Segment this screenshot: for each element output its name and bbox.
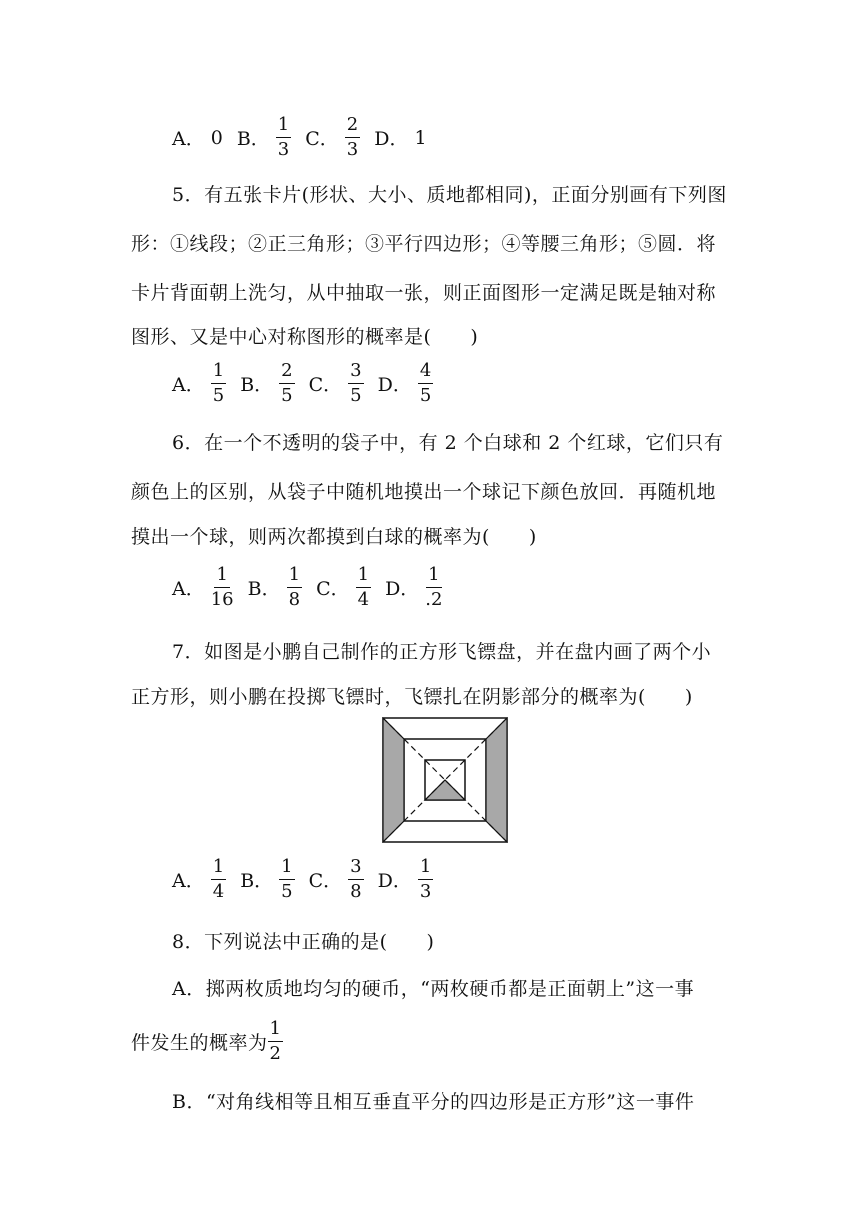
fraction: $\frac{2}{5}$ <box>281 360 293 406</box>
q6-options <box>172 566 456 609</box>
fraction: $\frac{1}{.2}$ <box>425 564 443 610</box>
q7-option-c: C． $\frac{3}{8}$ <box>308 856 362 902</box>
q6-option-a: A． $\frac{1}{16}$ <box>172 564 234 610</box>
q5-line-3: 卡片背面朝上洗匀，从中抽取一张，则正面图形一定满足既是轴对称 <box>131 282 717 304</box>
q5-line-2: 形：①线段；②正三角形；③平行四边形；④等腰三角形；⑤圆．将 <box>131 233 717 255</box>
fraction: $\frac{2}{3}$ <box>346 114 359 160</box>
fraction: $\frac{1}{5}$ <box>281 856 293 902</box>
q4-option-a: A． 0 <box>172 126 223 150</box>
q6-line-1: 6．在一个不透明的袋子中，有 2 个白球和 2 个红球，它们只有 <box>172 432 724 454</box>
q5-line-4: 图形、又是中心对称图形的概率是( ) <box>131 326 479 348</box>
q6-option-b: B． $\frac{1}{8}$ <box>247 564 301 610</box>
fraction: $\frac{1}{5}$ <box>212 360 225 406</box>
fraction: $\frac{1}{3}$ <box>419 856 432 902</box>
fraction: $\frac{1}{4}$ <box>357 564 370 610</box>
q6-line-2: 颜色上的区别，从袋子中随机地摸出一个球记下颜色放回．再随机地 <box>131 481 717 503</box>
dartboard-figure <box>382 717 508 843</box>
q5-option-a: A． $\frac{1}{5}$ <box>172 360 225 406</box>
q5-option-c: C． $\frac{3}{5}$ <box>308 360 362 406</box>
q5-options <box>172 362 447 405</box>
fraction: $\frac{1}{3}$ <box>277 114 290 160</box>
q6-line-3: 摸出一个球，则两次都摸到白球的概率为( ) <box>131 526 537 548</box>
q5-line-1: 5．有五张卡片(形状、大小、质地都相同)，正面分别画有下列图 <box>172 184 727 206</box>
q7-line-1: 7．如图是小鹏自己制作的正方形飞镖盘，并在盘内画了两个小 <box>172 641 712 663</box>
fraction: $\frac{1}{8}$ <box>288 564 301 610</box>
q7-line-2: 正方形，则小鹏在投掷飞镖时，飞镖扎在阴影部分的概率为( ) <box>131 686 693 708</box>
q7-option-b: B． $\frac{1}{5}$ <box>240 856 293 902</box>
fraction: $\frac{4}{5}$ <box>419 360 432 406</box>
fraction: $\frac{1}{4}$ <box>212 856 225 902</box>
q6-option-d: D． $\frac{1}{.2}$ <box>385 564 443 610</box>
fraction: $\frac{3}{8}$ <box>350 856 362 902</box>
q8-stem: 8．下列说法中正确的是( ) <box>172 931 435 953</box>
q4-options <box>172 116 441 159</box>
q8-option-a-line-2: 件发生的概率为 $\frac{1}{2}$ <box>131 1018 281 1064</box>
q8-option-a-line-1: A．掷两枚质地均匀的硬币，“两枚硬币都是正面朝上”这一事 <box>172 978 695 1000</box>
q5-option-b: B． $\frac{2}{5}$ <box>240 360 293 406</box>
fraction: $\frac{1}{16}$ <box>210 564 234 610</box>
q8-option-b-line-1: B．“对角线相等且相互垂直平分的四边形是正方形”这一事件 <box>172 1091 695 1113</box>
q4-option-c: C． $\frac{2}{3}$ <box>305 114 359 160</box>
q4-option-b: B． $\frac{1}{3}$ <box>236 114 290 160</box>
q7-option-d: D． $\frac{1}{3}$ <box>377 856 432 902</box>
q5-option-d: D． $\frac{4}{5}$ <box>377 360 432 406</box>
fraction: $\frac{3}{5}$ <box>350 360 362 406</box>
q4-option-d: D． 1 <box>374 126 427 150</box>
fraction: $\frac{1}{2}$ <box>269 1018 281 1064</box>
q7-option-a: A． $\frac{1}{4}$ <box>172 856 225 902</box>
q7-options <box>172 858 447 901</box>
q6-option-c: C． $\frac{1}{4}$ <box>316 564 370 610</box>
